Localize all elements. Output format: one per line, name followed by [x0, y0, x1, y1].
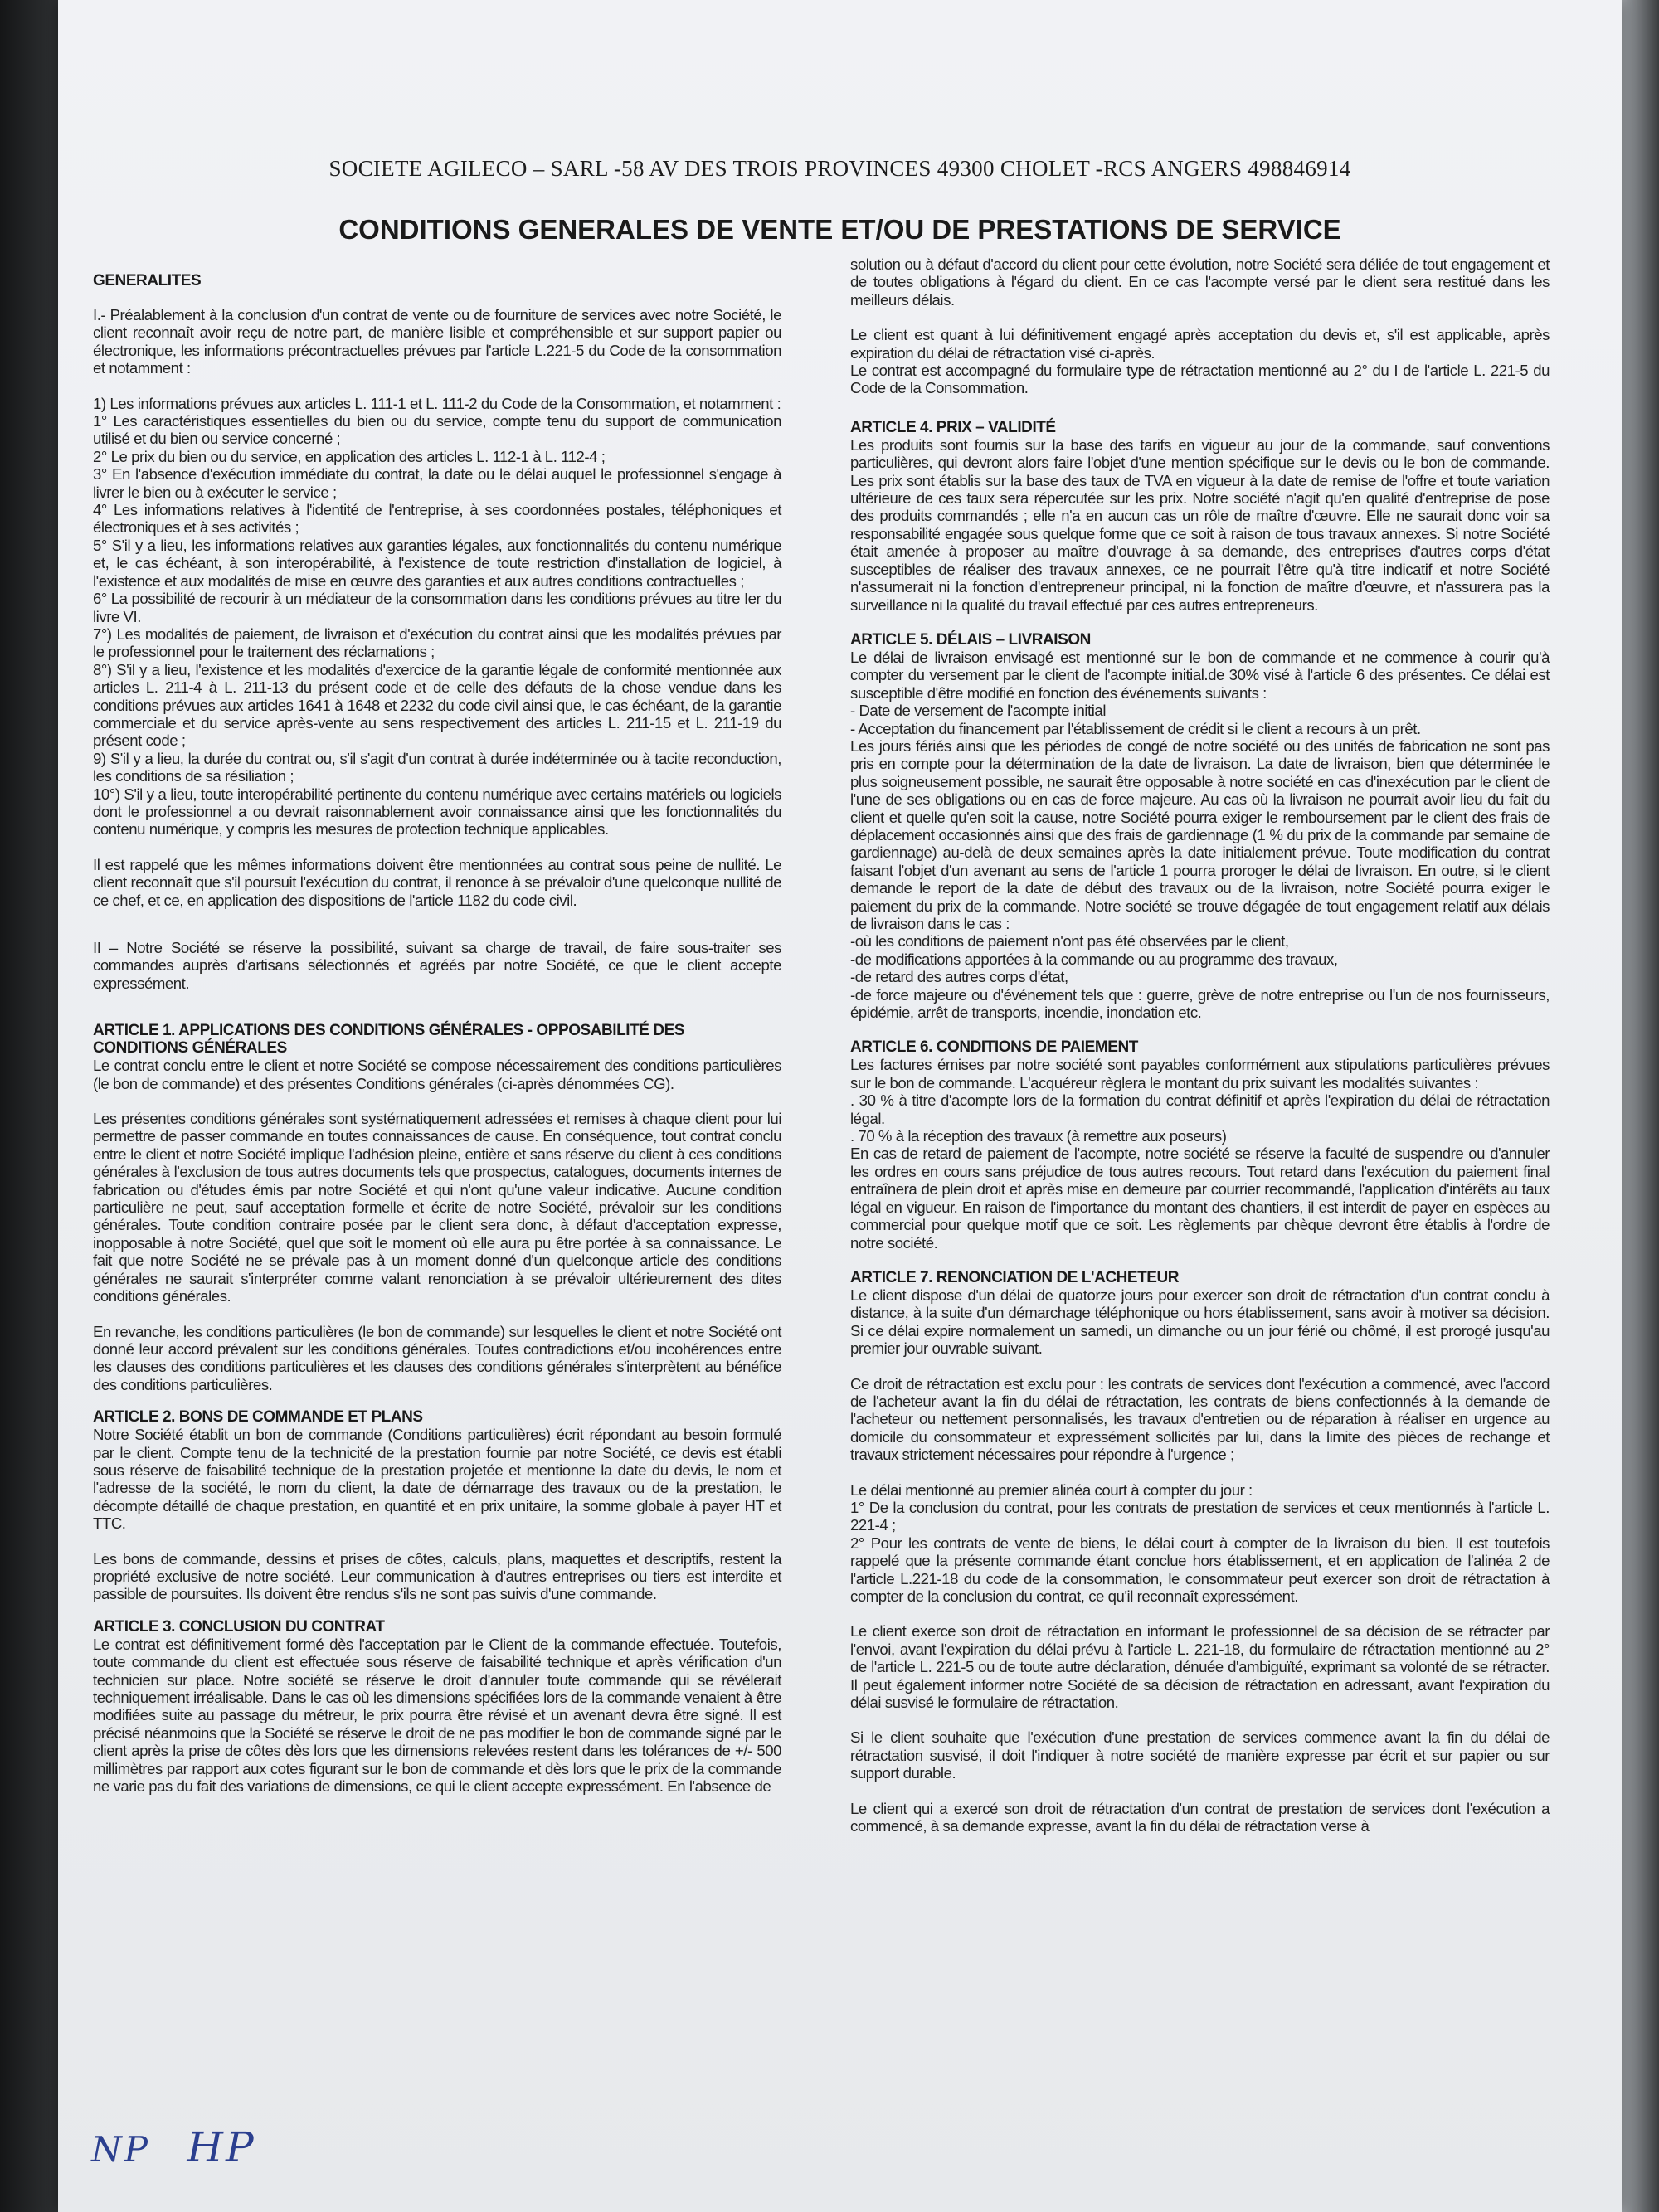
paragraph: Il est rappelé que les mêmes informations doivent être mentionnées au contrat sous peine de nullité. Le client reconnaît que s'il poursuit l'exécution du contrat, il renonce à se prévaloir d'une quelconque nullité de ce chef, et ce, en application des dispositions de l'article 1182 du code civil. [93, 855, 781, 909]
list-item: 2° Pour les contrats de vente de biens, le délai court à compter de la livraison du bien. Il est toutefois rappelé que la présente commande étant conclue hors établissement, et en application de l'alinéa 2 de l'article L.221-18 du code de la consommation, le consommateur peut exercer son droit de rétractation à compter de la conclusion du contrat, ce qu'il reconnaît expressément. [850, 1534, 1550, 1605]
initials-hp: HP [187, 2123, 256, 2171]
paragraph: II – Notre Société se réserve la possibilité, suivant sa charge de travail, de faire sous-traiter ses commandes auprès d'artisans sélectionnés et agréés par notre Société, ce que le client accepte expressément. [93, 939, 781, 992]
paragraph: solution ou à défaut d'accord du client pour cette évolution, notre Société sera déliée de tout engagement et de toutes obligations à l'égard du client. En ce cas l'acompte versé par le client sera restitué dans les meilleurs délais. [850, 255, 1550, 309]
paragraph: Le contrat est définitivement formé dès l'acceptation par le Client de la commande effectuée. Toutefois, toute commande du client est effectuée sous réserve de faisabilité technique et après vérification d'un technicien sur place. Notre société se réserve le droit d'annuler toute commande qui se révélerait techniquement irréalisable. Dans le cas où les dimensions spécifiées lors de la commande venaient à être modifiées suite au passage du métreur, le prix pourra être révisé et un avenant devra être signé. Il est précisé néanmoins que la Société se réserve le droit de ne pas modifier le bon de commande signé par le client après la prise de côtes dès lors que les dimensions relevées restent dans les tolérances de +/- 500 millimètres par rapport aux cotes figurant sur le bon de commande et dès lors que le prix de la commande ne varie pas du fait des variations de dimensions, ce qui le client accepte expressément. En l'absence de [93, 1635, 781, 1796]
paragraph: Le délai mentionné au premier alinéa court à compter du jour : [850, 1480, 1253, 1499]
paragraph: Le client exerce son droit de rétractation en informant le professionnel de sa décision de se rétracter par l'envoi, avant l'expiration du délai prévu à l'article L. 221-18, du formulaire de rétractation mentionné au 2° de l'article L. 221-5 ou de toute autre déclaration, dénuée d'ambiguïté, exprimant sa volonté de se rétracter. Il peut également informer notre Société de sa décision de rétractation en adressant, avant l'expiration du délai susvisé le formulaire de rétractation. [850, 1622, 1550, 1712]
list-item: 7°) Les modalités de paiement, de livraison et d'exécution du contrat ainsi que les modalités prévues par le professionnel pour le traitement des réclamations ; [93, 625, 781, 661]
paragraph: Le délai de livraison envisagé est mentionné sur le bon de commande et ne commence à courir qu'à compter du versement par le client de l'acompte initial.de 30% visé à l'article 6 des présentes. Ce délai est susceptible d'être modifié en fonction des événements suivants : [850, 648, 1550, 702]
list-item: 1° De la conclusion du contrat, pour les contrats de prestation de services et ceux mentionnés à l'article L. 221-4 ; [850, 1498, 1550, 1534]
list-item: - Date de versement de l'acompte initial [850, 702, 1106, 720]
paragraph: Notre Société établit un bon de commande (Conditions particulières) écrit répondant au besoin formulé par le client. Compte tenu de la technicité de la prestation fournie par notre Société, ce devis est établi sous réserve de faisabilité technique de la prestation projetée et mentionne la date du devis, le nom et l'adresse de la société, le nom du client, la date de démarrage des travaux ou de la prestation, le décompte détaillé de chaque prestation, en quantité et en prix unitaire, la somme globale à payer HT et TTC. [93, 1426, 781, 1533]
handwritten-initials [91, 2123, 280, 2171]
article-1-heading: ARTICLE 1. APPLICATIONS DES CONDITIONS GÉNÉRALES - OPPOSABILITÉ DES CONDITIONS GÉNÉRALES [93, 1022, 685, 1057]
list-item: 1° Les caractéristiques essentielles du bien ou du service, compte tenu du support de communication utilisé et du bien ou service concerné ; [93, 412, 781, 448]
paragraph: Les bons de commande, dessins et prises de côtes, calculs, plans, maquettes et descriptifs, restent la propriété exclusive de notre société. Leur communication à d'autres entreprises ou tiers est interdite et passible de poursuites. Ils doivent être rendus s'ils ne sont pas suivis d'une commande. [93, 1549, 781, 1603]
list-item: -de force majeure ou d'événement tels que : guerre, grève de notre entreprise ou l'un de nos fournisseurs, épidémie, arrêt de transports, incendie, inondation etc. [850, 985, 1550, 1022]
article-3-heading: ARTICLE 3. CONCLUSION DU CONTRAT [93, 1617, 385, 1636]
list-item: 6° La possibilité de recourir à un médiateur de la consommation dans les conditions prévues au titre Ier du livre VI. [93, 590, 781, 625]
paragraph: Les factures émises par notre société sont payables conformément aux stipulations particulières prévues sur le bon de commande. L'acquéreur règlera le montant du prix suivant les modalités suivantes : [850, 1056, 1550, 1091]
article-2-heading: ARTICLE 2. BONS DE COMMANDE ET PLANS [93, 1408, 423, 1427]
document-title: CONDITIONS GENERALES DE VENTE ET/OU DE PRESTATIONS DE SERVICE [338, 214, 1341, 245]
list-item: 5° S'il y a lieu, les informations relatives aux garanties légales, aux fonctionnalités du contenu numérique et, le cas échéant, à son interopérabilité, à l'existence de toute restriction d'installation de logiciel, à l'existence et aux modalités de mise en œuvre des garanties et aux autres conditions contractuelles ; [93, 536, 781, 590]
paragraph: Le client dispose d'un délai de quatorze jours pour exercer son droit de rétractation d'un contrat conclu à distance, à la suite d'un démarchage téléphonique ou hors établissement, sans avoir à motiver sa décision. Si ce délai expire normalement un samedi, un dimanche ou un jour férié ou chômé, il est prorogé jusqu'au premier jour ouvrable suivant. [850, 1286, 1550, 1358]
right-column [850, 255, 1550, 1852]
paragraph: Le client qui a exercé son droit de rétractation d'un contrat de prestation de services dont l'exécution a commencé, à sa demande expresse, avant la fin du délai de rétractation verse à [850, 1799, 1550, 1835]
paragraph: 1) Les informations prévues aux articles L. 111-1 et L. 111-2 du Code de la Consommation, et notamment : [93, 394, 781, 412]
article-6-heading: ARTICLE 6. CONDITIONS DE PAIEMENT [850, 1038, 1138, 1057]
paragraph: Le contrat conclu entre le client et notre Société se compose nécessairement des conditions particulières (le bon de commande) et des présentes Conditions générales (ci-après dénommées CG). [93, 1057, 781, 1092]
list-item: -de retard des autres corps d'état, [850, 968, 1068, 986]
paragraph: Ce droit de rétractation est exclu pour : les contrats de services dont l'exécution a commencé, avec l'accord de l'acheteur avant la fin du délai de rétractation, les contrats de biens confectionnés à la demande de l'acheteur ou nettement personnalisés, les travaux d'entretien ou de réparation à réaliser en urgence au domicile du consommateur et expressément sollicités par lui, dans la limite des pièces de rechange et travaux strictement nécessaires pour répondre à l'urgence ; [850, 1374, 1550, 1464]
paragraph: En revanche, les conditions particulières (le bon de commande) sur lesquelles le client et notre Société ont donné leur accord prévalent sur les conditions générales. Toutes contradictions et/ou incohérences entre les clauses des conditions particulières et les clauses des conditions générales s'interprètent au bénéfice des conditions particulières. [93, 1322, 781, 1393]
article-7-heading: ARTICLE 7. RENONCIATION DE L'ACHETEUR [850, 1268, 1180, 1286]
paragraph: I.- Préalablement à la conclusion d'un contrat de vente ou de fourniture de services avec notre Société, le client reconnaît avoir reçu de notre part, de manière lisible et compréhensible et sur support papier ou électronique, les informations précontractuelles prévues par l'article L.221-5 du Code de la consommation et notamment : [93, 306, 781, 377]
paragraph: Si le client souhaite que l'exécution d'une prestation de services commence avant la fin du délai de rétractation susvisé, il doit l'indiquer à notre société de manière expresse par écrit et sur papier ou sur support durable. [850, 1728, 1550, 1782]
list-item: -où les conditions de paiement n'ont pas été observées par le client, [850, 932, 1289, 950]
list-item: . 30 % à titre d'acompte lors de la formation du contrat définitif et après l'expiration du délai de rétractation légal. [850, 1091, 1550, 1127]
paragraph: Les jours fériés ainsi que les périodes de congé de notre société ou des unités de fabrication ne sont pas pris en compte pour la détermination de la date de livraison. La date de livraison, bien que déterminée le plus soigneusement possible, ne saurait être opposable à notre société en cas d'inexécution par le client de l'une de ses obligations ou en cas de force majeure. Au cas où la livraison ne pourrait avoir lieu du fait du client et quelle qu'en soit la cause, notre Société pourra exiger le remboursement par le client des frais de déplacement occasionnés ainsi que des frais de gardiennage (1 % du prix de la commande par semaine de gardiennage) au-delà de deux semaines après la date initialement prévue. Toute modification du contrat faisant l'objet d'un avenant au sens de l'article 1 pourra proroger le délai de livraison. En outre, si le client demande le report de la date de début des travaux ou de la livraison, notre Société pourra exiger le paiement du prix de la commande. Notre société se trouve dégagée de tout engagement relatif aux délais de livraison dans le cas : [850, 737, 1550, 932]
paragraph: Les produits sont fournis sur la base des tarifs en vigueur au jour de la commande, sauf conventions particulières, qui devront alors faire l'objet d'une mention spécifique sur le devis ou le bon de commande. Les prix sont établis sur la base des taux de TVA en vigueur à la date de remise de l'offre et toute variation ultérieure de ces taux sera répercutée sur les prix. Notre société n'agit qu'en qualité d'entreprise de pose des produits commandés ; elle n'a en aucun cas un rôle de maître d'œuvre. Elle ne saurait donc voir sa responsabilité engagée sous quelque forme que ce soit à raison de tous travaux annexes. Si notre Société était amenée à proposer au maître d'ouvrage à sa demande, des entreprises d'autres corps d'état susceptibles de réaliser des travaux annexes, ce ne pourrait l'être qu'à titre indicatif et notre Société n'assumerait ni la fonction d'entrepreneur principal, ni la fonction de maître d'œuvre, et n'assurera pas la surveillance ni la qualité du travail effectué par ces autres entrepreneurs. [850, 435, 1550, 614]
paragraph: En cas de retard de paiement de l'acompte, notre société se réserve la faculté de suspendre ou d'annuler les ordres en cours sans préjudice de tous autres recours. Tout retard dans l'exécution du paiement final entraînera de plein droit et après mise en demeure par courrier recommandé, l'application d'intérêts au taux légal en vigueur. En raison de l'importance du montant des chantiers, il est interdit de payer en espèces au commercial pour quelque motif que ce soit. Les règlements par chèque devront être établis à l'ordre de notre société. [850, 1145, 1550, 1252]
initials-np: NP [91, 2129, 151, 2170]
list-item: -de modifications apportées à la commande ou au programme des travaux, [850, 950, 1338, 968]
list-item: . 70 % à la réception des travaux (à remettre aux poseurs) [850, 1127, 1227, 1145]
paragraph: Les présentes conditions générales sont systématiquement adressées et remises à chaque client pour lui permettre de passer commande en toutes connaissances de cause. En conséquence, tout contrat conclu entre le client et notre Société implique l'adhésion pleine, entière et sans réserve du client à ces conditions générales à l'exclusion de tous autres documents tels que prospectus, catalogues, documents internes de fabrication ou d'études émis par notre Société et qui n'ont qu'une valeur indicative. Aucune condition particulière ne peut, sauf acceptation formelle et écrite de notre Société, prévaloir sur les conditions générales. Toute condition contraire posée par le client sera donc, à défaut d'acceptation expresse, inopposable à notre Société, quel que soit le moment où elle aura pu être portée à sa connaissance. Le fait que notre Société ne se prévale pas à un moment donné d'un quelconque article des conditions générales ne saurait s'interpréter comme valant renonciation à se prévaloir ultérieurement des dites conditions générales. [93, 1110, 781, 1305]
list-item: - Acceptation du financement par l'établissement de crédit si le client a recours à un prêt. [850, 719, 1421, 737]
left-column [93, 267, 781, 1812]
list-item: 4° Les informations relatives à l'identité de l'entreprise, à ses coordonnées postales, téléphoniques et électroniques et à ses activités ; [93, 501, 781, 537]
list-item: 9) S'il y a lieu, la durée du contrat ou, s'il s'agit d'un contrat à durée indéterminée ou à tacite reconduction, les conditions de sa résiliation ; [93, 749, 781, 785]
article-4-heading: ARTICLE 4. PRIX – VALIDITÉ [850, 418, 1056, 436]
list-item: 10°) S'il y a lieu, toute interopérabilité pertinente du contenu numérique avec certains matériels ou logiciels dont le professionnel a ou devrait raisonnablement avoir connaissance ainsi que les fonctionnalités du contenu numérique, y compris les mesures de protection technique applicables. [93, 785, 781, 839]
list-item: 3° En l'absence d'exécution immédiate du contrat, la date ou le délai auquel le professionnel s'engage à livrer le bien ou à exécuter le service ; [93, 465, 781, 501]
section-heading-generalites: GENERALITES [93, 272, 202, 289]
paragraph: Le contrat est accompagné du formulaire type de rétractation mentionné au 2° du I de l'article L. 221-5 du Code de la Consommation. [850, 362, 1550, 397]
list-item: 8°) S'il y a lieu, l'existence et les modalités d'exercice de la garantie légale de conformité mentionnée aux articles L. 211-4 à L. 211-13 du présent code et de celle des défauts de la chose vendue dans les conditions prévues aux articles 1641 à 1648 et 2232 du code civil ainsi que, le cas échéant, de la garantie commerciale et du service après-vente au sens respectivement des articles L. 211-15 et L. 211-19 du présent code ; [93, 660, 781, 750]
document-sheet [58, 0, 1622, 2212]
list-item: 2° Le prix du bien ou du service, en application des articles L. 112-1 à L. 112-4 ; [93, 447, 606, 465]
paragraph: Le client est quant à lui définitivement engagé après acceptation du devis et, s'il est applicable, après expiration du délai de rétractation visé ci-après. [850, 326, 1550, 362]
company-header: SOCIETE AGILECO – SARL -58 AV DES TROIS PROVINCES 49300 CHOLET -RCS ANGERS 498846914 [328, 156, 1351, 181]
article-5-heading: ARTICLE 5. DÉLAIS – LIVRAISON [850, 630, 1091, 649]
